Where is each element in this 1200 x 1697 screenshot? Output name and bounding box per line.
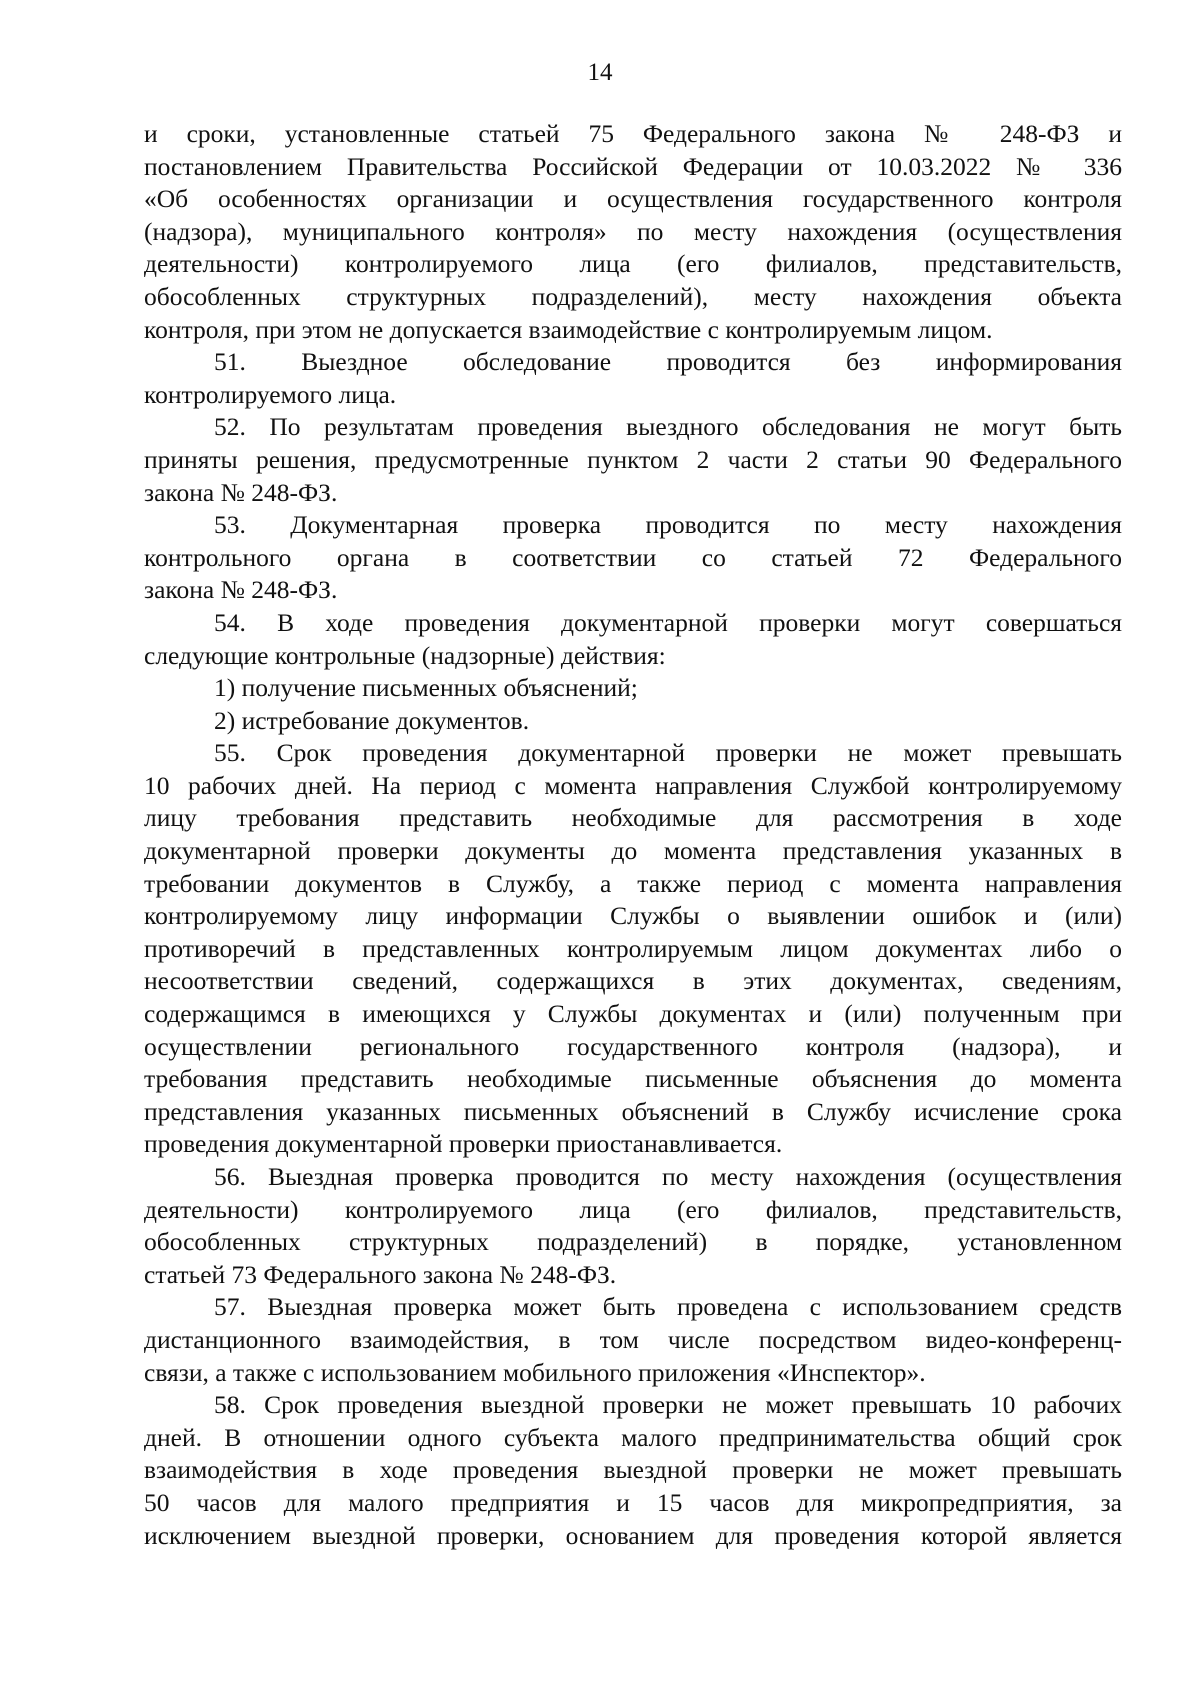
text-line: закона № 248-ФЗ. xyxy=(144,575,338,605)
text-line: 53. Документарная проверка проводится по месту нахождения xyxy=(214,510,1122,540)
text-line: несоответствии сведений, содержащихся в этих документах, сведениям, xyxy=(144,966,1122,996)
document-body xyxy=(144,118,1122,1552)
text-line: обособленных структурных подразделений) в порядке, установленном xyxy=(144,1227,1122,1257)
text-line: приняты решения, предусмотренные пунктом 2 части 2 статьи 90 Федерального xyxy=(144,444,1122,474)
text-line: 54. В ходе проведения документарной проверки могут совершаться xyxy=(214,607,1122,637)
text-line: исключением выездной проверки, основанием для проведения которой является xyxy=(144,1520,1122,1550)
text-line: (надзора), муниципального контроля» по месту нахождения (осуществления xyxy=(144,216,1122,246)
text-line: контроля, при этом не допускается взаимодействие с контролируемым лицом. xyxy=(144,314,993,344)
text-line: 2) истребование документов. xyxy=(214,705,530,735)
text-line: статьей 73 Федерального закона № 248-ФЗ. xyxy=(144,1259,617,1289)
text-line: контрольного органа в соответствии со статьей 72 Федерального xyxy=(144,542,1122,572)
text-line: лицу требования представить необходимые для рассмотрения в ходе xyxy=(144,803,1122,833)
text-line: требовании документов в Службу, а также период с момента направления xyxy=(144,868,1122,898)
text-line: деятельности) контролируемого лица (его филиалов, представительств, xyxy=(144,249,1122,279)
text-line: взаимодействия в ходе проведения выездной проверки не может превышать xyxy=(144,1455,1122,1485)
text-line: 10 рабочих дней. На период с момента направления Службой контролируемому xyxy=(144,770,1122,800)
text-line: документарной проверки документы до момента представления указанных в xyxy=(144,836,1122,866)
text-line: постановлением Правительства Российской Федерации от 10.03.2022 № 336 xyxy=(144,151,1122,181)
text-line: обособленных структурных подразделений), месту нахождения объекта xyxy=(144,281,1122,311)
text-line: 56. Выездная проверка проводится по месту нахождения (осуществления xyxy=(214,1162,1122,1191)
page-number: 14 xyxy=(587,59,613,86)
text-line: содержащимся в имеющихся у Службы документах и (или) полученным при xyxy=(144,999,1122,1029)
text-line: дистанционного взаимодействия, в том числе посредством видео-конференц- xyxy=(144,1324,1122,1354)
text-line: 1) получение письменных объяснений; xyxy=(214,673,638,703)
text-line: контролируемому лицу информации Службы о выявлении ошибок и (или) xyxy=(144,901,1122,931)
text-line: следующие контрольные (надзорные) действия: xyxy=(144,640,666,670)
text-line: 58. Срок проведения выездной проверки не может превышать 10 рабочих xyxy=(214,1390,1122,1420)
text-line: закона № 248-ФЗ. xyxy=(144,477,338,507)
text-line: проведения документарной проверки приостанавливается. xyxy=(144,1129,783,1159)
text-line: 50 часов для малого предприятия и 15 часов для микропредприятия, за xyxy=(144,1487,1122,1517)
text-line: и сроки, установленные статьей 75 Федерального закона № 248-ФЗ и xyxy=(144,119,1122,148)
text-line: 55. Срок проведения документарной проверки не может превышать xyxy=(214,738,1122,768)
text-line: осуществлении регионального государственного контроля (надзора), и xyxy=(144,1031,1122,1061)
text-line: контролируемого лица. xyxy=(144,379,397,409)
text-line: 57. Выездная проверка может быть проведена с использованием средств xyxy=(214,1292,1122,1322)
text-line: связи, а также с использованием мобильного приложения «Инспектор». xyxy=(144,1357,926,1387)
text-line: «Об особенностях организации и осуществления государственного контроля xyxy=(144,184,1122,214)
text-line: 51. Выездное обследование проводится без информирования xyxy=(214,347,1122,377)
text-line: 52. По результатам проведения выездного обследования не могут быть xyxy=(214,412,1122,442)
text-line: противоречий в представленных контролируемым лицом документах либо о xyxy=(144,933,1122,963)
text-line: дней. В отношении одного субъекта малого предпринимательства общий срок xyxy=(144,1422,1122,1452)
text-line: требования представить необходимые письменные объяснения до момента xyxy=(144,1064,1122,1094)
text-line: представления указанных письменных объяснений в Службу исчисление срока xyxy=(144,1096,1122,1126)
text-line: деятельности) контролируемого лица (его филиалов, представительств, xyxy=(144,1194,1122,1224)
